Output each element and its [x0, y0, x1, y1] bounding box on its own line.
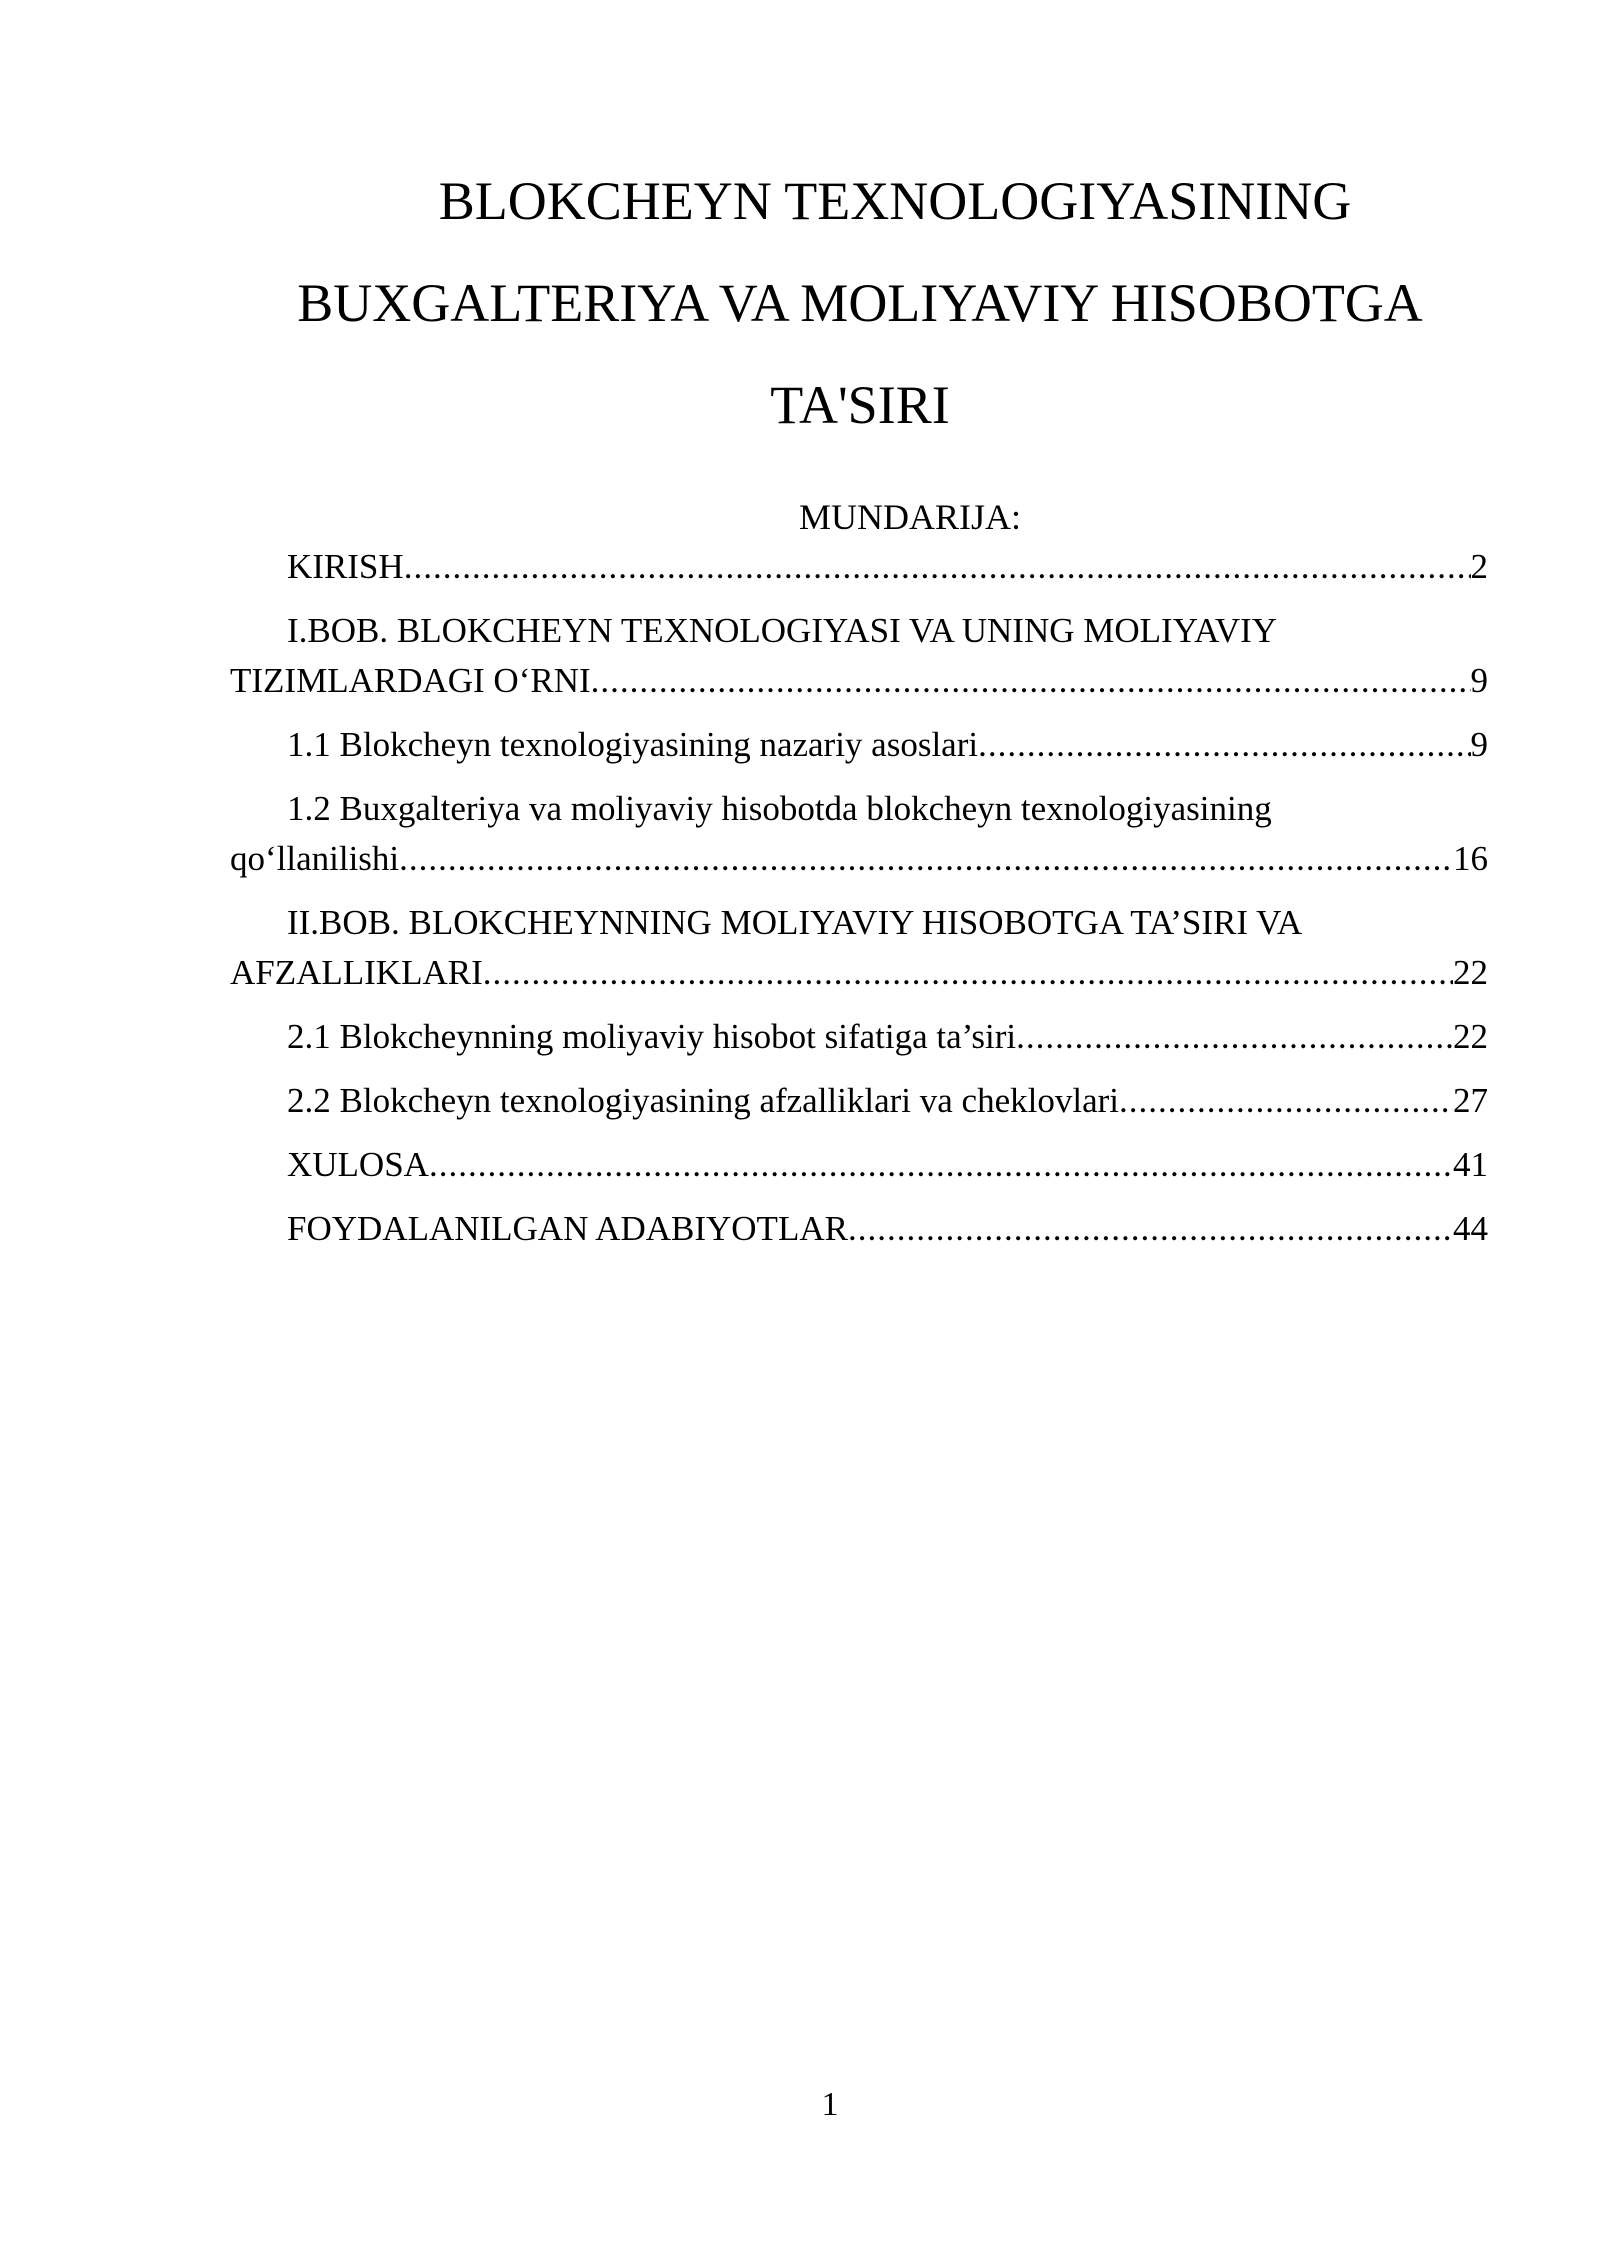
toc-entry-section-1-2[interactable]: [230, 784, 1488, 884]
toc-entry-label-continued: AFZALLIKLARI: [230, 953, 483, 992]
title-line: TA'SIRI: [770, 375, 950, 435]
toc-entry-label: 1.2 Buxgalteriya va moliyaviy hisobotda blokcheyn texnologiyasining: [287, 789, 1272, 828]
toc-entry-page: 9: [1470, 725, 1488, 764]
toc-entry-page: 27: [1453, 1081, 1488, 1120]
dot-leader: [483, 948, 1453, 998]
dot-leader: [429, 1140, 1453, 1190]
dot-leader: [1016, 1012, 1453, 1062]
table-of-contents: [230, 542, 1488, 1268]
dot-leader: [978, 720, 1470, 770]
toc-entry-page: 16: [1453, 839, 1488, 878]
dot-leader: [404, 542, 1471, 592]
toc-entry-label: 2.2 Blokcheyn texnologiyasining afzalliklari va cheklovlari: [287, 1081, 1119, 1120]
title-line: BUXGALTERIYA VA MOLIYAVIY HISOBOTGA: [297, 273, 1423, 333]
document-title: [230, 150, 1490, 456]
toc-entry-label: II.BOB. BLOKCHEYNNING MOLIYAVIY HISOBOTGA TA’SIRI VA: [287, 903, 1303, 942]
dot-leader: [399, 834, 1453, 884]
page-number: 1: [821, 2086, 839, 2123]
toc-entry-label: XULOSA: [287, 1145, 429, 1184]
toc-entry-page: 22: [1453, 1017, 1488, 1056]
toc-entry-adabiyotlar[interactable]: [230, 1204, 1488, 1254]
dot-leader: [848, 1204, 1453, 1254]
dot-leader: [1119, 1076, 1453, 1126]
toc-entry-xulosa[interactable]: [230, 1140, 1488, 1190]
toc-entry-label: I.BOB. BLOKCHEYN TEXNOLOGIYASI VA UNING MOLIYAVIY: [287, 611, 1278, 650]
toc-entry-label: KIRISH: [287, 547, 404, 586]
toc-entry-kirish[interactable]: [230, 542, 1488, 592]
toc-entry-label: 1.1 Blokcheyn texnologiyasining nazariy asoslari: [287, 725, 979, 764]
toc-entry-page: 2: [1470, 547, 1488, 586]
toc-entry-label: 2.1 Blokcheynning moliyaviy hisobot sifatiga ta’siri: [287, 1017, 1017, 1056]
toc-entry-section-2-1[interactable]: [230, 1012, 1488, 1062]
toc-entry-section-1-1[interactable]: [230, 720, 1488, 770]
toc-entry-label: FOYDALANILGAN ADABIYOTLAR: [287, 1209, 848, 1248]
toc-entry-page: 41: [1453, 1145, 1488, 1184]
toc-entry-chapter-1[interactable]: [230, 606, 1488, 706]
title-line: BLOKCHEYN TEXNOLOGIYASINING: [438, 171, 1352, 231]
toc-entry-label-continued: qo‘llanilishi: [230, 839, 400, 878]
toc-entry-label-continued: TIZIMLARDAGI O‘RNI: [230, 661, 591, 700]
toc-heading: MUNDARIJA:: [798, 497, 1021, 537]
toc-entry-section-2-2[interactable]: [230, 1076, 1488, 1126]
toc-entry-chapter-2[interactable]: [230, 898, 1488, 998]
toc-entry-page: 22: [1453, 953, 1488, 992]
toc-entry-page: 44: [1453, 1209, 1488, 1248]
toc-entry-page: 9: [1470, 661, 1488, 700]
dot-leader: [591, 656, 1471, 706]
